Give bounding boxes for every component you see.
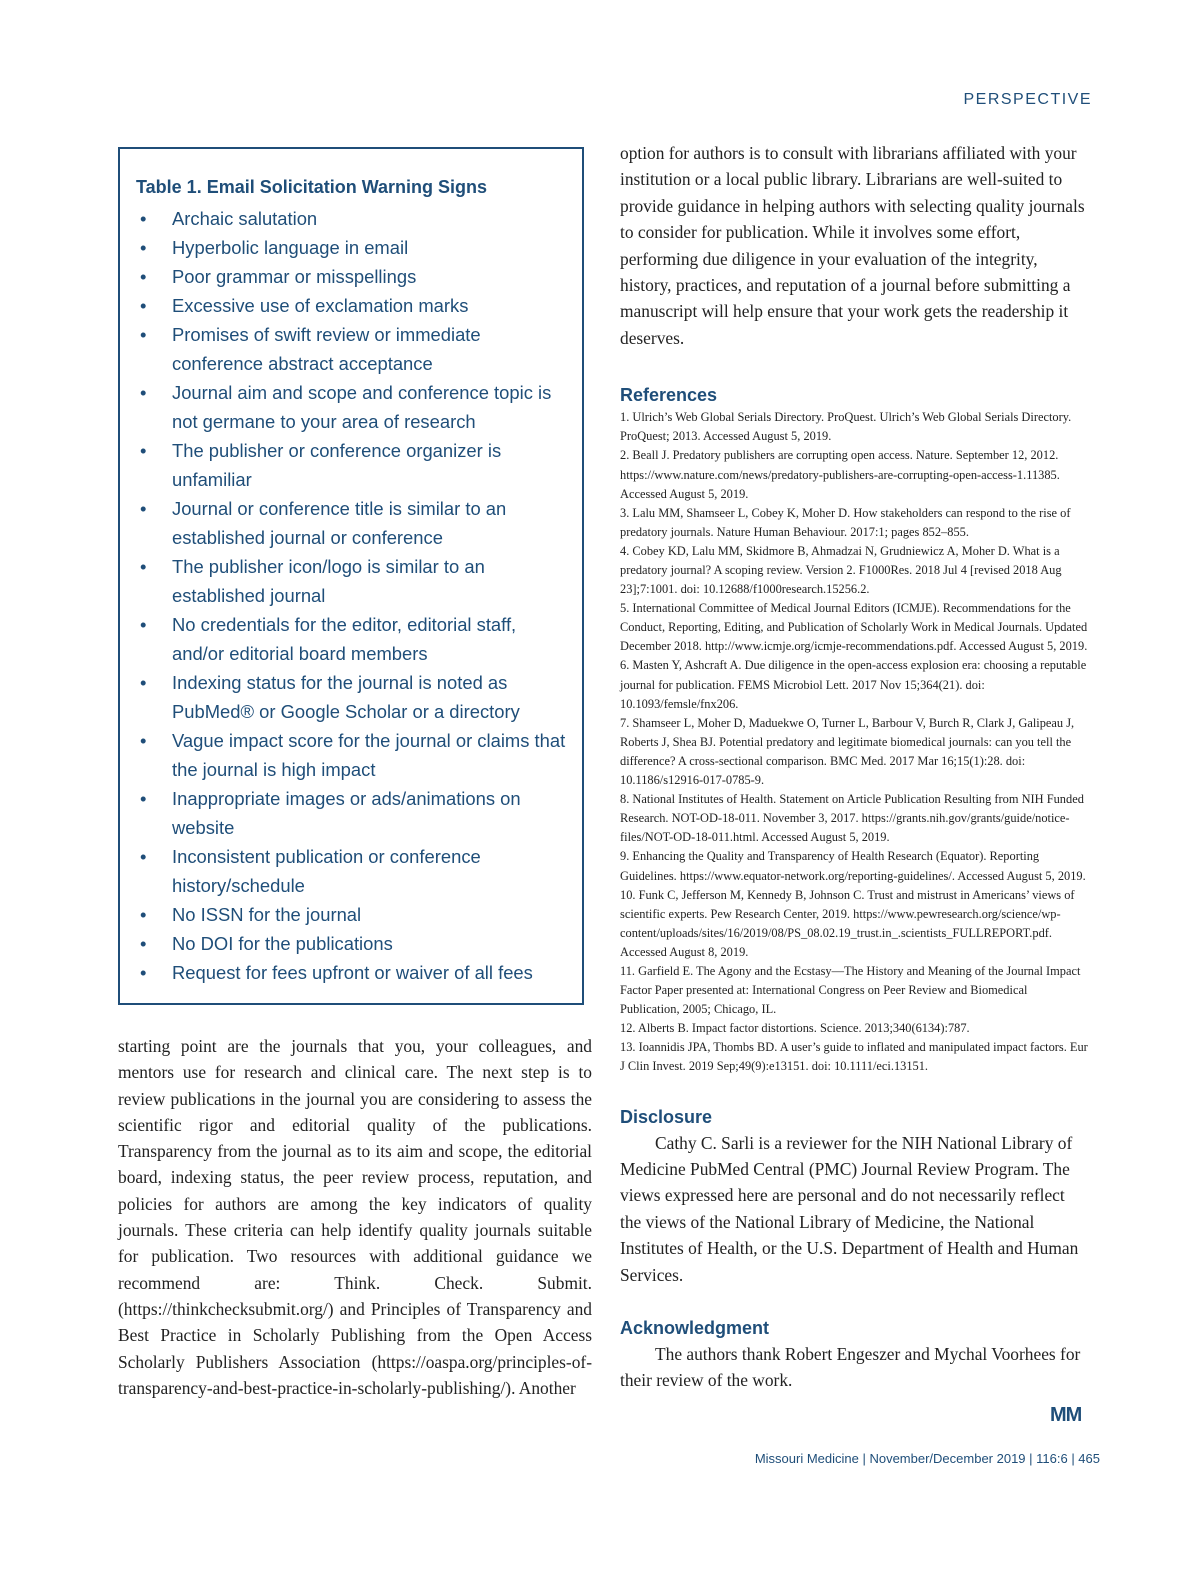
list-item: • Poor grammar or misspellings [136, 262, 566, 291]
list-item: • No DOI for the publications [136, 929, 566, 958]
bullet-icon: • [140, 904, 147, 925]
list-item: • Excessive use of exclamation marks [136, 291, 566, 320]
reference-item: 5. International Committee of Medical Journal Editors (ICMJE). Recommendations for the Conduct, Reporting, Editing, and Publication of Scholarly Work in Medical Journals. Updated December 2018. http://www.icmje.org/icmje-recommendations.pdf. Accessed August 5, 2019. [620, 601, 1088, 654]
bullet-icon: • [140, 237, 147, 258]
reference-item: 11. Garfield E. The Agony and the Ecstasy—The History and Meaning of the Journal Impact Factor Paper presented at: International Congress on Peer Review and Biomedical Publication, 2005; Chicago, IL. [620, 963, 1081, 1017]
reference-item: 13. Ioannidis JPA, Thombs BD. A user’s guide to inflated and manipulated impact factors. Eur J Clin Invest. 2019 Sep;49(9):e13151. doi: 10.1111/eci.13151. [620, 1040, 1088, 1074]
reference-item: 9. Enhancing the Quality and Transparency of Health Research (Equator). Reporting Guidelines. https://www.equator-network.org/reporting-guidelines/. Accessed August 5, 2019. [620, 849, 1086, 883]
reference-item: 10. Funk C, Jefferson M, Kennedy B, Johnson C. Trust and mistrust in Americans’ views of scientific experts. Pew Research Center, 2019. https://www.pewresearch.org/science/wp-content/uploads/sites/16/2019/08/PS_08.02.19_trust.in_.scientists_FULLREPORT.pdf. Accessed August 8, 2019. [620, 887, 1075, 959]
bullet-icon: • [140, 846, 147, 867]
list-item: • Journal aim and scope and conference topic is not germane to your area of research [136, 378, 566, 436]
list-item: • Vague impact score for the journal or claims that the journal is high impact [136, 726, 566, 784]
bullet-icon: • [140, 440, 147, 461]
bullet-icon: • [140, 556, 147, 577]
references-heading: References [620, 385, 718, 406]
warning-list [136, 204, 566, 987]
reference-item: 7. Shamseer L, Moher D, Maduekwe O, Turner L, Barbour V, Burch R, Clark J, Galipeau J, Roberts J, Shea BJ. Potential predatory and legitimate biomedical journals: can you tell the difference? A cross-sectional comparison. BMC Med. 2017 Mar 16;15(1):28. doi: 10.1186/s12916-017-0785-9. [620, 715, 1075, 788]
bullet-icon: • [140, 730, 147, 751]
table-title: Table 1. Email Solicitation Warning Signs [136, 177, 488, 197]
reference-item: 12. Alberts B. Impact factor distortions. Science. 2013;340(6134):787. [620, 1021, 970, 1036]
reference-item: 8. National Institutes of Health. Statement on Article Publication Resulting from NIH Funded Research. NOT-OD-18-011. November 3, 2017. https://grants.nih.gov/grants/guide/notice-files/NOT-OD-18-011.html. Accessed August 5, 2019. [620, 792, 1084, 845]
disclosure-paragraph: Cathy C. Sarli is a reviewer for the NIH National Library of Medicine PubMed Central (PMC) Journal Review Program. The views expressed here are personal and do not necessarily reflect the views of the National Library of Medicine, the National Institutes of Health, or the U.S. Department of Health and Human Services. [620, 1132, 1079, 1285]
reference-item: 1. Ulrich’s Web Global Serials Directory. ProQuest. Ulrich’s Web Global Serials Directory. ProQuest; 2013. Accessed August 5, 2019. [620, 410, 1072, 444]
bullet-icon: • [140, 324, 147, 345]
reference-item: 4. Cobey KD, Lalu MM, Skidmore B, Ahmadzai N, Grudniewicz A, Moher D. What is a predatory journal? A scoping review. Version 2. F1000Res. 2018 Jul 4 [revised 2018 Aug 23];7:1001. doi: 10.12688/f1000research.15256.2. [620, 543, 1062, 597]
reference-item: 6. Masten Y, Ashcraft A. Due diligence in the open-access explosion era: choosing a reputable journal for publication. FEMS Microbiol Lett. 2017 Nov 15;364(21). doi: 10.1093/femsle/fnx206. [620, 658, 1087, 711]
bullet-icon: • [140, 672, 147, 693]
list-item: • Inappropriate images or ads/animations on website [136, 784, 566, 842]
reference-item: 2. Beall J. Predatory publishers are corrupting open access. Nature. September 12, 2012. https://www.nature.com/news/predatory-publishers-are-corrupting-open-access-1.11385. Accessed August 5, 2019. [620, 448, 1060, 501]
acknowledgment-heading: Acknowledgment [620, 1317, 770, 1338]
bullet-icon: • [140, 295, 147, 316]
list-item: • Archaic salutation [136, 204, 566, 233]
missouri-medicine-logo: MM [1050, 1404, 1082, 1426]
bullet-icon: • [140, 788, 147, 809]
list-item: • Hyperbolic language in email [136, 233, 566, 262]
list-item: • The publisher or conference organizer is unfamiliar [136, 436, 566, 494]
list-item: • The publisher icon/logo is similar to an established journal [136, 552, 566, 610]
warning-signs-table [118, 147, 584, 1005]
bullet-icon: • [140, 266, 147, 287]
page-footer: Missouri Medicine | November/December 2019 | 116:6 | 465 [754, 1451, 1100, 1466]
references-list [620, 408, 1090, 1076]
section-label: PERSPECTIVE [963, 91, 1092, 108]
list-item: • No credentials for the editor, editorial staff, and/or editorial board members [136, 610, 566, 668]
list-item: • No ISSN for the journal [136, 900, 566, 929]
list-item: • Indexing status for the journal is noted as PubMed® or Google Scholar or a directory [136, 668, 566, 726]
bullet-icon: • [140, 933, 147, 954]
bullet-icon: • [140, 498, 147, 519]
disclosure-heading: Disclosure [620, 1106, 713, 1127]
intro-paragraph: option for authors is to consult with librarians affiliated with your institution or a local public library. Librarians are well-suited to provide guidance in helping authors with selecting quality journals to consider for publication. While it involves some effort, performing due diligence in your evaluation of the integrity, history, practices, and reputation of a journal before submitting a manuscript will help ensure that your work gets the readership it deserves. [620, 143, 1085, 348]
list-item: • Inconsistent publication or conference history/schedule [136, 842, 566, 900]
left-column-body: starting point are the journals that you, your colleagues, and mentors use for research and clinical care. The next step is to review publications in the journal you are considering to assess the scientific rigor and editorial quality of the publications. Transparency from the journal as to its aim and scope, the editorial board, indexing status, the peer review process, reputation, and policies for authors are among the key indicators of quality journals. These criteria can help identify quality journals suitable for publication. Two resources with additional guidance we recommend are: Think. Check. Submit. (https://thinkchecksubmit.org/) and Principles of Transparency and Best Practice in Scholarly Publishing from the Open Access Scholarly Publishers Association (https://oaspa.org/principles-of-transparency-and-best-practice-in-scholarly-publishing/). Another [118, 1036, 592, 1398]
reference-item: 3. Lalu MM, Shamseer L, Cobey K, Moher D. How stakeholders can respond to the rise of predatory journals. Nature Human Behaviour. 2017:1; pages 852–855. [620, 505, 1071, 539]
list-item: • Promises of swift review or immediate conference abstract acceptance [136, 320, 566, 378]
bullet-icon: • [140, 382, 147, 403]
bullet-icon: • [140, 208, 147, 229]
bullet-icon: • [140, 614, 147, 635]
right-column [620, 140, 1090, 1394]
list-item: • Request for fees upfront or waiver of all fees [136, 958, 566, 987]
list-item: • Journal or conference title is similar to an established journal or conference [136, 494, 566, 552]
bullet-icon: • [140, 962, 147, 983]
acknowledgment-paragraph: The authors thank Robert Engeszer and Mychal Voorhees for their review of the work. [620, 1343, 1081, 1391]
